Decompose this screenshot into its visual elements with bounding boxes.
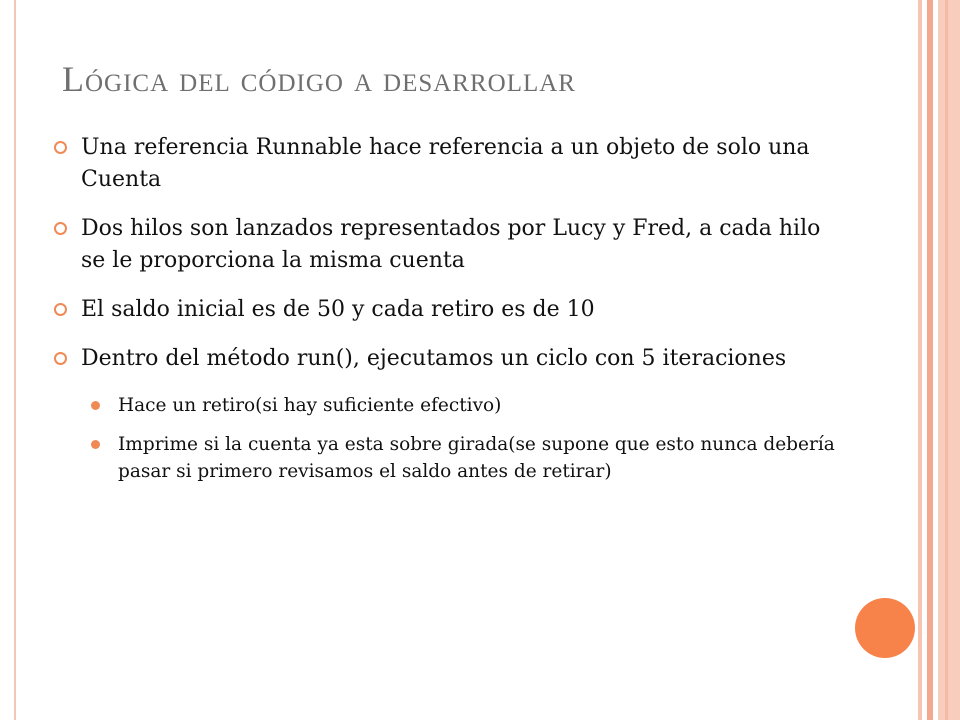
sub-bullet-text: Imprime si la cuenta ya esta sobre girada(se supone que esto nunca debería pasar si primero revisamos el saldo antes de retirar) <box>118 434 835 482</box>
ring-bullet-icon <box>54 303 67 316</box>
bullet-item <box>52 343 842 375</box>
ring-bullet-icon <box>54 222 67 235</box>
bullet-item <box>52 294 842 326</box>
bullet-text: El saldo inicial es de 50 y cada retiro es de 10 <box>81 297 595 322</box>
decor-circle <box>855 598 915 658</box>
sub-bullet-item <box>52 431 842 485</box>
right-decor-stripe <box>938 0 960 720</box>
ring-bullet-icon <box>54 141 67 154</box>
ring-bullet-icon <box>54 352 67 365</box>
bullet-item <box>52 132 842 196</box>
sub-bullet-text: Hace un retiro(si hay suficiente efectivo) <box>118 395 502 416</box>
slide-title: Lógica del código a desarrollar <box>62 59 576 99</box>
sub-bullet-list <box>52 392 842 485</box>
dot-bullet-icon <box>91 401 100 410</box>
right-decor-stripe <box>945 0 948 720</box>
bullet-text: Una referencia Runnable hace referencia a un objeto de solo una Cuenta <box>81 135 810 192</box>
bullet-item <box>52 213 842 277</box>
sub-bullet-item <box>52 392 842 419</box>
left-border-line <box>14 0 16 720</box>
bullet-text: Dos hilos son lanzados representados por Lucy y Fred, a cada hilo se le proporciona la misma cuenta <box>81 216 821 273</box>
dot-bullet-icon <box>91 440 100 449</box>
bullet-list <box>52 132 842 497</box>
bullet-text: Dentro del método run(), ejecutamos un ciclo con 5 iteraciones <box>81 346 787 371</box>
